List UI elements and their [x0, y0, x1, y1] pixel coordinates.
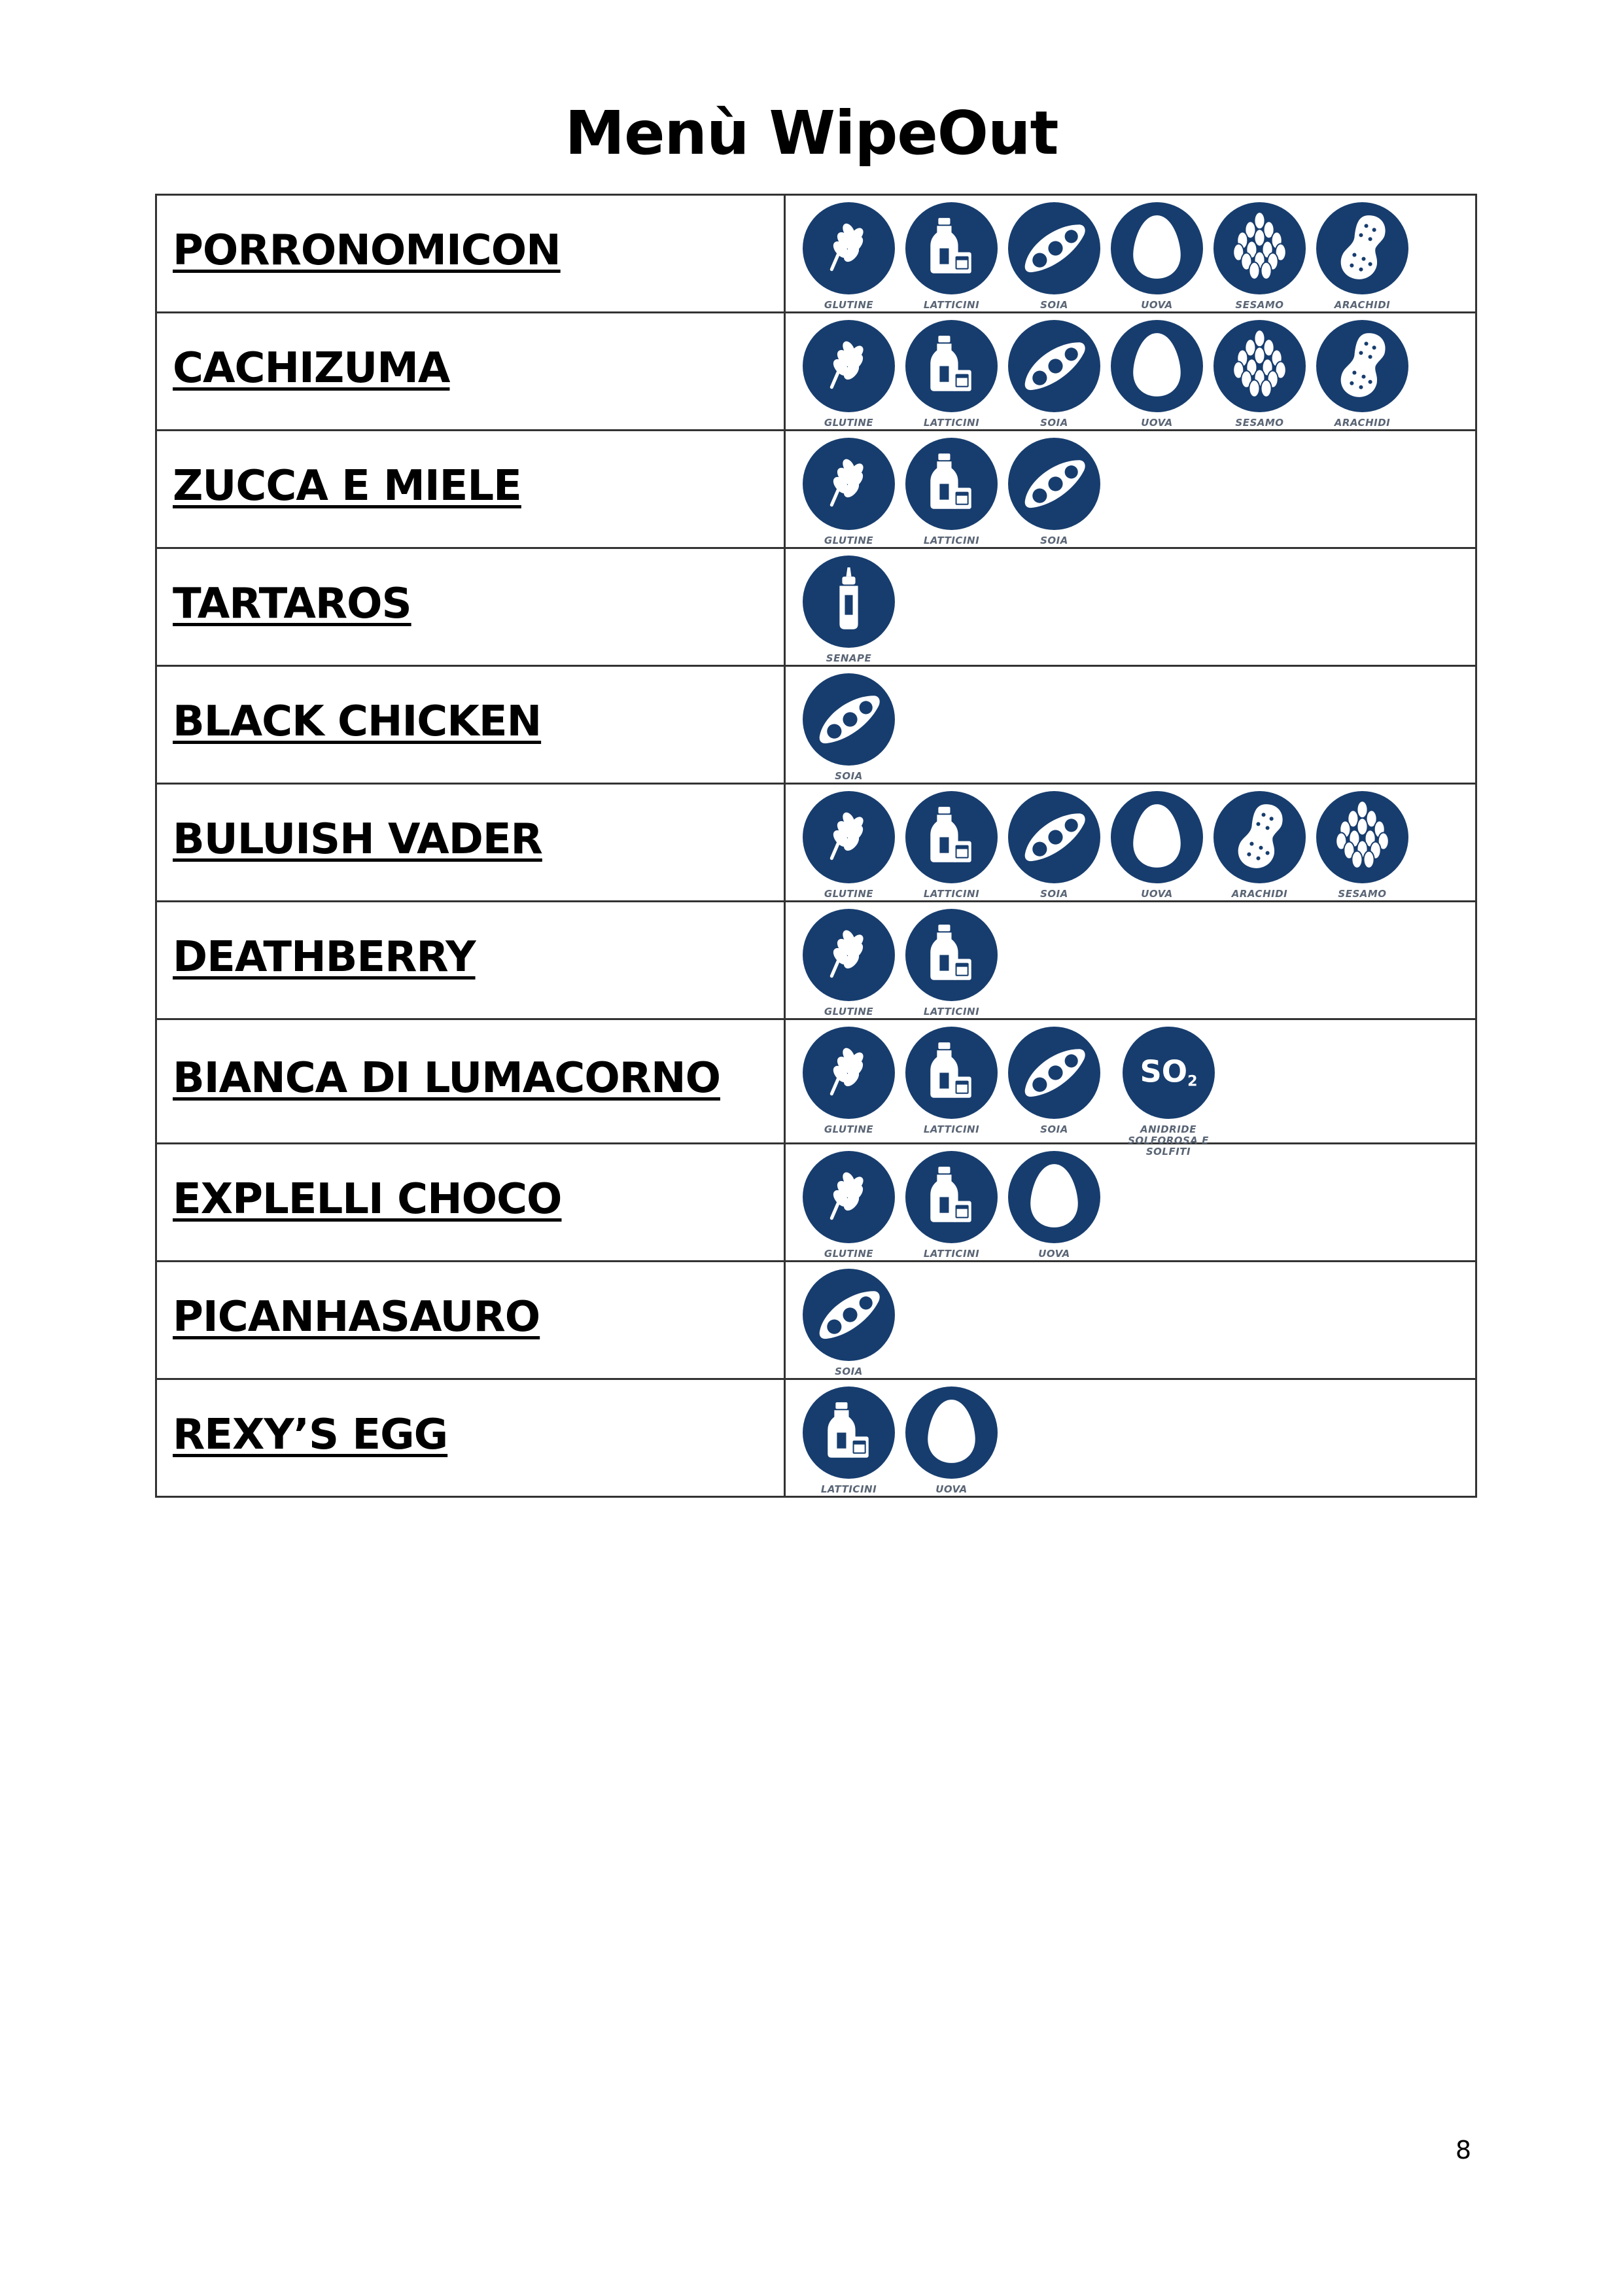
milk-bottle-icon [904, 908, 999, 1002]
allergen-label: GLUTINE [824, 417, 874, 429]
dish-name: PICANHASAURO [173, 1292, 540, 1341]
page-number: 8 [1455, 2136, 1471, 2164]
allergen-sesame [1212, 319, 1307, 429]
soy-pod-icon [1007, 790, 1102, 885]
wheat-icon [801, 201, 896, 296]
allergen-label: SENAPE [826, 652, 872, 664]
milk-bottle-icon [904, 790, 999, 885]
soy-pod-icon [1007, 436, 1102, 531]
milk-bottle-icon [904, 1150, 999, 1245]
table-row [157, 431, 1475, 549]
allergen-dairy [904, 1150, 999, 1260]
allergen-icons-cell [786, 667, 1475, 783]
dish-name-cell [157, 902, 786, 1018]
allergen-label: LATTICINI [923, 1123, 980, 1135]
allergen-icons-cell [786, 431, 1475, 547]
allergen-peanut [1212, 790, 1307, 900]
allergen-sesame [1315, 790, 1410, 900]
dish-name: EXPLELLI CHOCO [173, 1174, 562, 1224]
allergen-dairy [904, 436, 999, 546]
allergen-icons-cell [786, 1262, 1475, 1378]
allergen-label: LATTICINI [923, 417, 980, 429]
allergen-label: LATTICINI [923, 535, 980, 546]
allergen-soy [1007, 1025, 1102, 1135]
table-row [157, 313, 1475, 431]
soy-pod-icon [1007, 1025, 1102, 1120]
sesame-icon [1315, 790, 1410, 885]
allergen-soy [1007, 790, 1102, 900]
allergen-gluten [801, 790, 896, 900]
allergen-icons-cell [786, 313, 1475, 429]
allergen-label: LATTICINI [923, 1006, 980, 1017]
allergen-label: GLUTINE [824, 888, 874, 900]
allergen-label: SESAMO [1235, 299, 1284, 311]
milk-bottle-icon [801, 1385, 896, 1480]
dish-name-cell [157, 1144, 786, 1260]
wheat-icon [801, 790, 896, 885]
allergen-gluten [801, 908, 896, 1017]
wheat-icon [801, 319, 896, 414]
allergen-soy [801, 1267, 896, 1377]
allergen-egg [1109, 319, 1204, 429]
allergen-label: SOIA [1040, 535, 1068, 546]
table-row [157, 1144, 1475, 1262]
dish-name: CACHIZUMA [173, 344, 450, 393]
allergen-egg [1109, 201, 1204, 311]
peanut-icon [1212, 790, 1307, 885]
dish-name: BLACK CHICKEN [173, 697, 542, 746]
allergen-egg [1007, 1150, 1102, 1260]
sesame-icon [1212, 201, 1307, 296]
menu-table [155, 194, 1477, 1498]
allergen-label: UOVA [935, 1483, 968, 1495]
allergen-label: GLUTINE [824, 299, 874, 311]
wheat-icon [801, 1025, 896, 1120]
milk-bottle-icon [904, 201, 999, 296]
peanut-icon [1315, 201, 1410, 296]
allergen-label: SOIA [1040, 1123, 1068, 1135]
table-row [157, 902, 1475, 1020]
allergen-label: SESAMO [1235, 417, 1284, 429]
dish-name: PORRONOMICON [173, 226, 561, 275]
dish-name-cell [157, 549, 786, 665]
allergen-dairy [904, 1025, 999, 1135]
allergen-gluten [801, 436, 896, 546]
wheat-icon [801, 908, 896, 1002]
dish-name-cell [157, 313, 786, 429]
dish-name-cell [157, 667, 786, 783]
wheat-icon [801, 1150, 896, 1245]
dish-name-cell [157, 1020, 786, 1142]
allergen-egg [904, 1385, 999, 1495]
table-row [157, 1380, 1475, 1498]
dish-name-cell [157, 196, 786, 311]
dish-name-cell [157, 785, 786, 900]
dish-name: DEATHBERRY [173, 932, 476, 981]
egg-icon [1109, 201, 1204, 296]
milk-bottle-icon [904, 1025, 999, 1120]
allergen-icons-cell [786, 1380, 1475, 1496]
allergen-label: SOIA [1040, 299, 1068, 311]
allergen-label: LATTICINI [923, 1248, 980, 1260]
allergen-gluten [801, 1150, 896, 1260]
allergen-label: SOIA [1040, 417, 1068, 429]
allergen-label: GLUTINE [824, 535, 874, 546]
allergen-peanut [1315, 319, 1410, 429]
table-row [157, 196, 1475, 313]
allergen-label: ARACHIDI [1334, 417, 1391, 429]
allergen-sesame [1212, 201, 1307, 311]
dish-name: TARTAROS [173, 579, 411, 628]
so2-symbol: SO2 [1139, 1053, 1198, 1090]
allergen-label: SESAMO [1338, 888, 1387, 900]
peanut-icon [1315, 319, 1410, 414]
allergen-label: GLUTINE [824, 1006, 874, 1017]
allergen-soy [1007, 201, 1102, 311]
table-row [157, 1262, 1475, 1380]
allergen-icons-cell [786, 902, 1475, 1018]
allergen-label: ARACHIDI [1231, 888, 1288, 900]
allergen-label: UOVA [1141, 888, 1173, 900]
egg-icon [1007, 1150, 1102, 1245]
allergen-label: LATTICINI [923, 299, 980, 311]
allergen-sulphites [1109, 1025, 1227, 1157]
allergen-icons-cell [786, 1020, 1475, 1157]
dish-name: BIANCA DI LUMACORNO [173, 1053, 720, 1103]
allergen-dairy [904, 908, 999, 1017]
allergen-dairy [904, 201, 999, 311]
allergen-soy [1007, 319, 1102, 429]
allergen-dairy [904, 319, 999, 429]
table-row [157, 549, 1475, 667]
soy-pod-icon [801, 1267, 896, 1362]
allergen-icons-cell [786, 549, 1475, 665]
allergen-label: GLUTINE [824, 1248, 874, 1260]
dish-name: BULUISH VADER [173, 815, 542, 864]
table-row [157, 785, 1475, 902]
dish-name-cell [157, 1262, 786, 1378]
allergen-label: GLUTINE [824, 1123, 874, 1135]
soy-pod-icon [1007, 201, 1102, 296]
soy-pod-icon [801, 672, 896, 767]
allergen-icons-cell [786, 785, 1475, 900]
allergen-gluten [801, 1025, 896, 1135]
milk-bottle-icon [904, 319, 999, 414]
allergen-soy [801, 672, 896, 782]
allergen-label: LATTICINI [820, 1483, 877, 1495]
allergen-dairy [801, 1385, 896, 1495]
allergen-label: LATTICINI [923, 888, 980, 900]
allergen-dairy [904, 790, 999, 900]
dish-name-cell [157, 1380, 786, 1496]
table-row [157, 1020, 1475, 1157]
allergen-label: SOIA [1040, 888, 1068, 900]
allergen-mustard [801, 554, 896, 664]
dish-name: ZUCCA E MIELE [173, 461, 521, 510]
egg-icon [1109, 790, 1204, 885]
allergen-egg [1109, 790, 1204, 900]
allergen-label: SOIA [835, 770, 863, 782]
allergen-label: SOIA [835, 1366, 863, 1377]
dish-name: REXY’S EGG [173, 1410, 448, 1459]
so2-icon [1121, 1025, 1216, 1120]
allergen-peanut [1315, 201, 1410, 311]
soy-pod-icon [1007, 319, 1102, 414]
allergen-gluten [801, 201, 896, 311]
allergen-icons-cell [786, 1144, 1475, 1260]
milk-bottle-icon [904, 436, 999, 531]
allergen-label: UOVA [1141, 299, 1173, 311]
allergen-icons-cell [786, 196, 1475, 311]
allergen-label: UOVA [1038, 1248, 1070, 1260]
egg-icon [1109, 319, 1204, 414]
allergen-label: ANIDRIDE SOLFOROSA E SOLFITI [1128, 1123, 1209, 1157]
allergen-label: ARACHIDI [1334, 299, 1391, 311]
allergen-label: UOVA [1141, 417, 1173, 429]
sesame-icon [1212, 319, 1307, 414]
egg-icon [904, 1385, 999, 1480]
dish-name-cell [157, 431, 786, 547]
page-title: Menù WipeOut [565, 98, 1058, 168]
wheat-icon [801, 436, 896, 531]
allergen-gluten [801, 319, 896, 429]
table-row [157, 667, 1475, 785]
mustard-bottle-icon [801, 554, 896, 649]
allergen-soy [1007, 436, 1102, 546]
